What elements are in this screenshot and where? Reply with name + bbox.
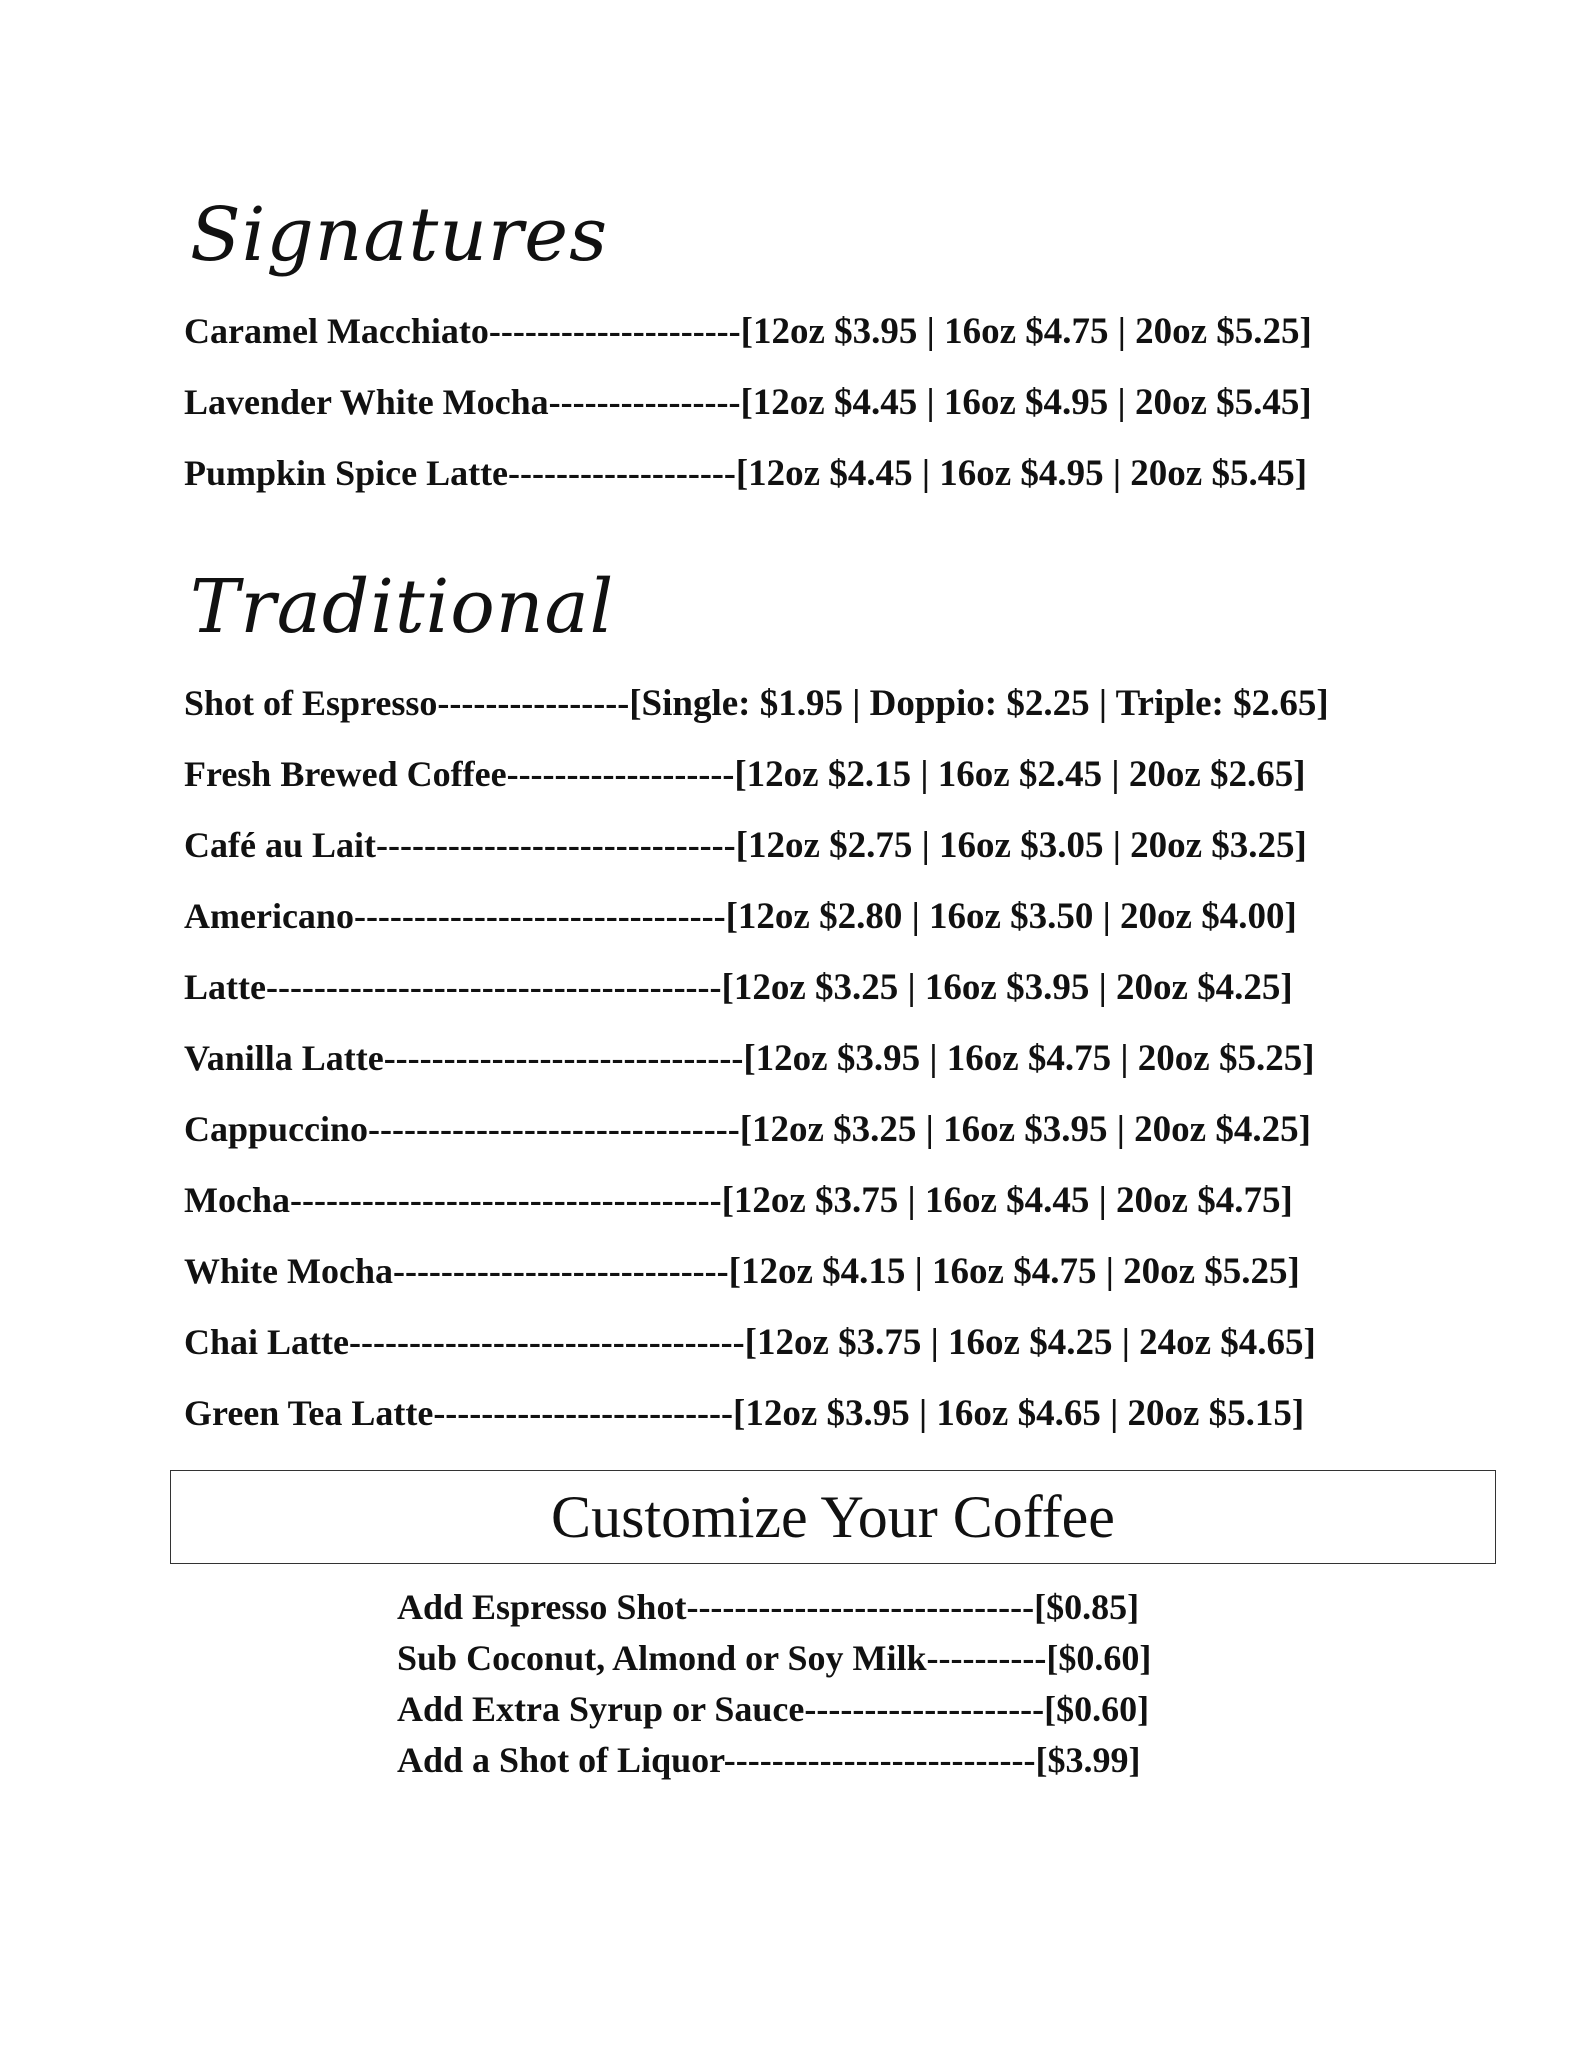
item-name: Chai Latte: [184, 1322, 349, 1362]
customize-heading: Customize Your Coffee: [551, 1483, 1115, 1550]
item-prices: [12oz $3.95 | 16oz $4.65 | 20oz $5.15]: [733, 1393, 1305, 1434]
addon-name: Add a Shot of Liquor: [397, 1740, 724, 1780]
item-prices: [Single: $1.95 | Doppio: $2.25 | Triple: $2.65]: [629, 683, 1329, 724]
item-prices: [12oz $4.45 | 16oz $4.95 | 20oz $5.45]: [740, 382, 1312, 423]
item-prices: [12oz $3.95 | 16oz $4.75 | 20oz $5.25]: [743, 1038, 1315, 1079]
item-name: Americano: [184, 896, 354, 936]
addon-name: Add Extra Syrup or Sauce: [397, 1689, 805, 1729]
dotted-leader: -------------------------------: [353, 896, 726, 936]
traditional-heading: Traditional: [190, 564, 615, 650]
dotted-leader: --------------------: [804, 1689, 1045, 1729]
menu-item: [184, 1023, 1329, 1094]
addon-item: [397, 1582, 1151, 1633]
menu-item: [184, 367, 1312, 438]
dotted-leader: ------------------------------------: [289, 1180, 722, 1220]
dotted-leader: ----------------: [548, 382, 741, 422]
item-prices: [12oz $3.25 | 16oz $3.95 | 20oz $4.25]: [739, 1109, 1311, 1150]
item-prices: [12oz $3.95 | 16oz $4.75 | 20oz $5.25]: [740, 311, 1312, 352]
item-prices: [12oz $3.75 | 16oz $4.25 | 24oz $4.65]: [744, 1322, 1316, 1363]
item-name: Cappuccino: [184, 1109, 369, 1149]
signatures-heading: Signatures: [190, 192, 609, 278]
item-name: Vanilla Latte: [184, 1038, 384, 1078]
item-name: Caramel Macchiato: [184, 311, 489, 351]
dotted-leader: -------------------: [508, 453, 736, 493]
addon-price: [$3.99]: [1035, 1740, 1141, 1780]
item-prices: [12oz $2.80 | 16oz $3.50 | 20oz $4.00]: [725, 896, 1297, 937]
dotted-leader: -------------------: [506, 754, 735, 794]
dotted-leader: --------------------------------------: [265, 967, 722, 1007]
dotted-leader: ------------------------------: [376, 825, 736, 865]
item-name: Lavender White Mocha: [184, 382, 549, 422]
menu-item: [184, 952, 1329, 1023]
item-name: Café au Lait: [184, 825, 376, 865]
item-name: Fresh Brewed Coffee: [184, 754, 507, 794]
menu-item: [184, 296, 1312, 367]
menu-item: [184, 1236, 1329, 1307]
dotted-leader: ----------: [926, 1638, 1047, 1678]
addon-item: [397, 1684, 1151, 1735]
addon-item: [397, 1735, 1151, 1786]
menu-item: [184, 1165, 1329, 1236]
dotted-leader: ----------------: [437, 683, 630, 723]
item-name: Green Tea Latte: [184, 1393, 434, 1433]
menu-item: [184, 438, 1312, 509]
traditional-list: [184, 668, 1329, 1449]
addon-price: [$0.60]: [1044, 1689, 1150, 1729]
addon-name: Sub Coconut, Almond or Soy Milk: [397, 1638, 927, 1678]
item-prices: [12oz $2.75 | 16oz $3.05 | 20oz $3.25]: [735, 825, 1307, 866]
addon-price: [$0.60]: [1046, 1638, 1152, 1678]
item-prices: [12oz $4.15 | 16oz $4.75 | 20oz $5.25]: [728, 1251, 1300, 1292]
item-prices: [12oz $4.45 | 16oz $4.95 | 20oz $5.45]: [735, 453, 1308, 494]
dotted-leader: --------------------------: [723, 1740, 1036, 1780]
item-name: White Mocha: [184, 1251, 393, 1291]
menu-item: [184, 881, 1329, 952]
dotted-leader: -------------------------------: [368, 1109, 740, 1149]
dotted-leader: ---------------------: [488, 311, 741, 351]
item-name: Pumpkin Spice Latte: [184, 453, 509, 493]
item-prices: [12oz $2.15 | 16oz $2.45 | 20oz $2.65]: [734, 754, 1306, 795]
customize-list: [397, 1582, 1151, 1786]
menu-item: [184, 1307, 1329, 1378]
dotted-leader: -----------------------------: [686, 1587, 1035, 1627]
menu-item: [184, 668, 1329, 739]
customize-heading-box: [170, 1470, 1496, 1564]
item-prices: [12oz $3.25 | 16oz $3.95 | 20oz $4.25]: [721, 967, 1293, 1008]
menu-item: [184, 1094, 1329, 1165]
dotted-leader: ---------------------------------: [349, 1322, 745, 1362]
item-name: Mocha: [184, 1180, 290, 1220]
addon-item: [397, 1633, 1151, 1684]
dotted-leader: ------------------------------: [383, 1038, 744, 1078]
menu-item: [184, 1378, 1329, 1449]
menu-item: [184, 810, 1329, 881]
signatures-list: [184, 296, 1312, 509]
item-name: Latte: [184, 967, 266, 1007]
dotted-leader: ----------------------------: [392, 1251, 729, 1291]
addon-name: Add Espresso Shot: [397, 1587, 687, 1627]
menu-item: [184, 739, 1329, 810]
item-prices: [12oz $3.75 | 16oz $4.45 | 20oz $4.75]: [721, 1180, 1293, 1221]
item-name: Shot of Espresso: [184, 683, 438, 723]
dotted-leader: -------------------------: [433, 1393, 734, 1433]
addon-price: [$0.85]: [1034, 1587, 1140, 1627]
